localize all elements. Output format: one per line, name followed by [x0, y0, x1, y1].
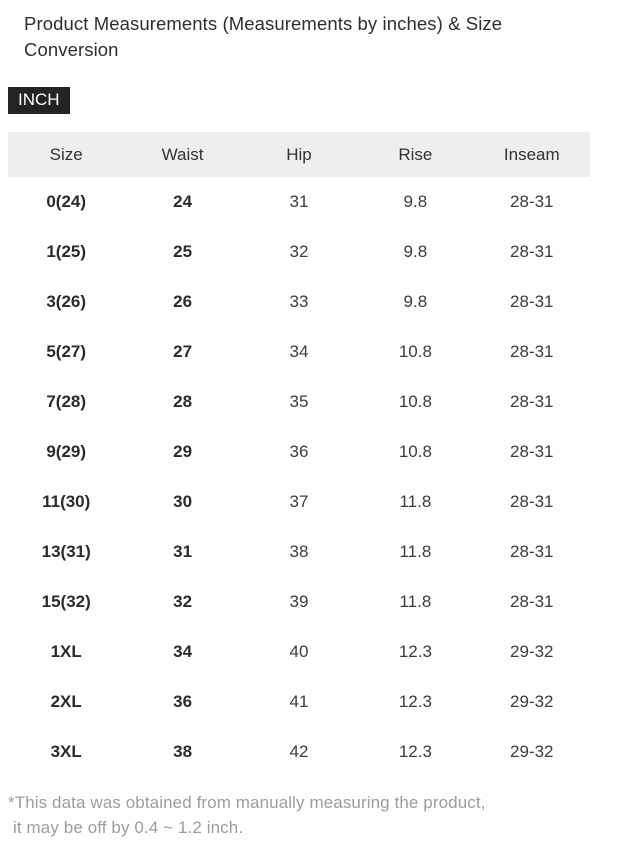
cell-rise: 11.8: [399, 592, 432, 612]
unit-badge-inch: INCH: [8, 87, 70, 114]
cell-size: 11(30): [42, 492, 91, 512]
cell-hip: 33: [289, 292, 309, 312]
cell-hip: 42: [289, 742, 309, 762]
cell-rise: 9.8: [403, 242, 428, 262]
table-row: [8, 727, 590, 777]
table-row: [8, 227, 590, 277]
size-table-body: [8, 177, 590, 777]
cell-inseam: 29-32: [510, 692, 554, 712]
cell-waist: 25: [173, 242, 193, 262]
cell-rise: 9.8: [403, 292, 428, 312]
page-title-line2: Conversion: [24, 39, 119, 60]
cell-waist: 31: [173, 542, 193, 562]
cell-inseam: 28-31: [510, 392, 554, 412]
table-row: [8, 377, 590, 427]
size-table-head: [8, 132, 590, 177]
col-header-waist: Waist: [161, 144, 204, 164]
cell-inseam: 28-31: [510, 292, 554, 312]
cell-size: 13(31): [41, 542, 91, 562]
cell-hip: 36: [289, 442, 309, 462]
cell-size: 9(29): [46, 442, 87, 462]
cell-size: 7(28): [46, 392, 87, 412]
cell-waist: 38: [173, 742, 193, 762]
table-row: [8, 577, 590, 627]
cell-inseam: 29-32: [510, 642, 554, 662]
cell-waist: 28: [173, 392, 193, 412]
cell-waist: 30: [173, 492, 193, 512]
col-header-size: Size: [49, 144, 83, 164]
disclaimer-line1: *This data was obtained from manually measuring the product,: [8, 793, 486, 813]
cell-waist: 26: [173, 292, 193, 312]
cell-hip: 39: [289, 592, 309, 612]
cell-waist: 29: [173, 442, 193, 462]
cell-inseam: 28-31: [510, 242, 554, 262]
table-row: [8, 327, 590, 377]
cell-waist: 32: [173, 592, 193, 612]
table-row: [8, 527, 590, 577]
cell-inseam: 28-31: [510, 492, 554, 512]
size-table: [8, 132, 590, 777]
table-row: [8, 177, 590, 227]
cell-size: 0(24): [46, 192, 87, 212]
cell-size: 5(27): [46, 342, 87, 362]
cell-hip: 35: [289, 392, 309, 412]
cell-size: 1(25): [46, 242, 87, 262]
disclaimer-line2: it may be off by 0.4 ~ 1.2 inch.: [13, 818, 244, 838]
page-title: [0, 0, 622, 63]
cell-rise: 9.8: [403, 192, 428, 212]
cell-rise: 11.8: [399, 492, 432, 512]
col-header-inseam: Inseam: [503, 144, 560, 164]
cell-rise: 11.8: [399, 542, 432, 562]
cell-inseam: 28-31: [510, 342, 554, 362]
cell-hip: 31: [289, 192, 309, 212]
cell-hip: 34: [289, 342, 309, 362]
cell-size: 2XL: [50, 692, 82, 712]
table-row: [8, 627, 590, 677]
col-header-rise: Rise: [398, 144, 433, 164]
cell-hip: 40: [289, 642, 309, 662]
cell-waist: 24: [173, 192, 193, 212]
cell-rise: 12.3: [398, 642, 432, 662]
cell-rise: 10.8: [398, 442, 432, 462]
cell-inseam: 29-32: [510, 742, 554, 762]
cell-hip: 38: [289, 542, 309, 562]
table-row: [8, 477, 590, 527]
cell-rise: 10.8: [398, 392, 432, 412]
cell-waist: 27: [173, 342, 193, 362]
cell-hip: 32: [289, 242, 309, 262]
cell-waist: 34: [173, 642, 193, 662]
cell-inseam: 28-31: [510, 192, 554, 212]
measurement-disclaimer: [8, 790, 622, 840]
table-header-row: [8, 132, 590, 177]
cell-size: 15(32): [41, 592, 91, 612]
cell-size: 3XL: [50, 742, 82, 762]
cell-waist: 36: [173, 692, 193, 712]
cell-hip: 41: [289, 692, 309, 712]
page-title-line1: Product Measurements (Measurements by inches) & Size: [24, 13, 503, 34]
cell-inseam: 28-31: [510, 442, 554, 462]
table-row: [8, 427, 590, 477]
cell-hip: 37: [289, 492, 309, 512]
cell-size: 1XL: [50, 642, 82, 662]
table-row: [8, 677, 590, 727]
cell-inseam: 28-31: [510, 592, 554, 612]
cell-size: 3(26): [46, 292, 87, 312]
cell-rise: 12.3: [398, 742, 432, 762]
col-header-hip: Hip: [286, 144, 312, 164]
cell-rise: 10.8: [398, 342, 432, 362]
table-row: [8, 277, 590, 327]
cell-rise: 12.3: [398, 692, 432, 712]
cell-inseam: 28-31: [510, 542, 554, 562]
